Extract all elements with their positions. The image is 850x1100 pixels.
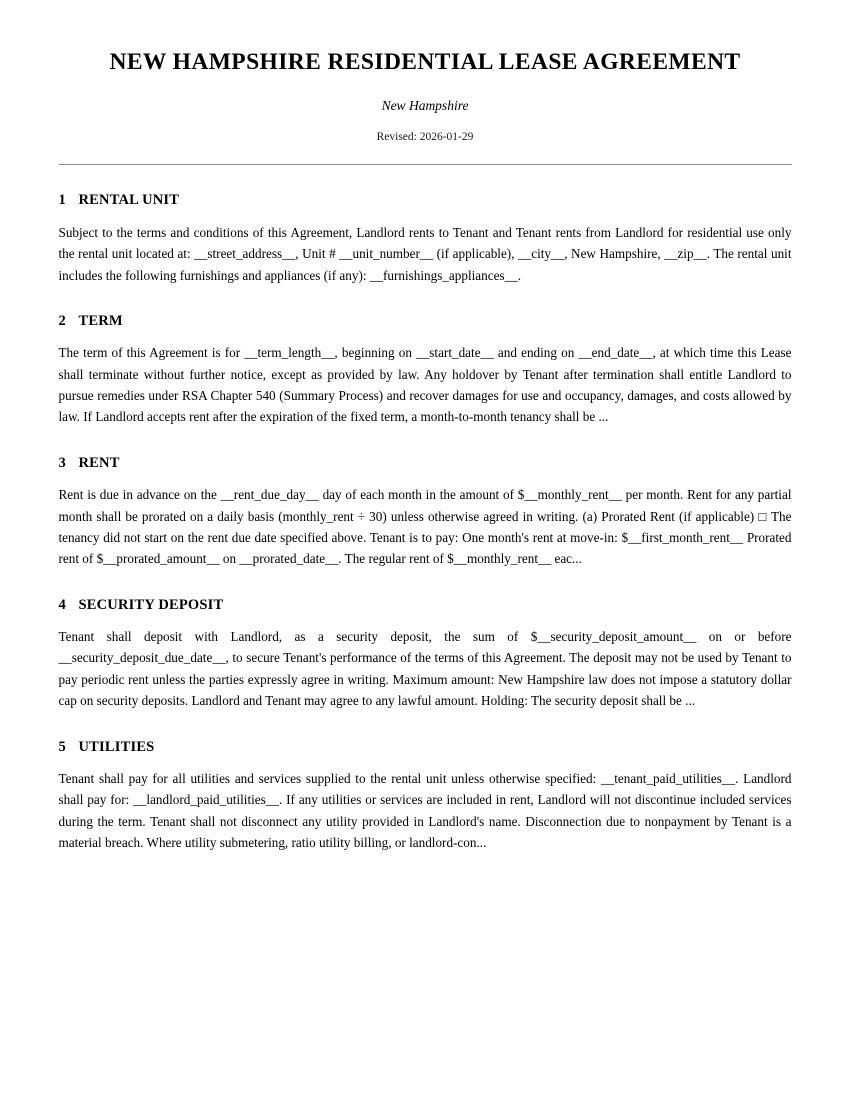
section-number: 2 [58,312,66,329]
section-term [59,286,792,428]
section-heading [59,165,792,209]
section-paragraph: Tenant shall deposit with Landlord, as a security deposit, the sum of $__security_deposit_amount__ on or before __security_deposit_due_date__, to secure Tenant's performance of the terms of this Agreement. The deposit may not be used by Tenant to pay periodic rent unless the parties expressly agree in writing. Maximum amount: New Hampshire law does not impose a statutory dollar cap on security deposits. Landlord and Tenant may agree to any lawful amount. Holding: The security deposit shall be ... [58,629,792,709]
section-heading [59,570,792,614]
document-content [59,0,792,853]
section-utilities [59,712,792,854]
section-title: SECURITY DEPOSIT [78,596,224,613]
section-title: UTILITIES [78,738,155,755]
section-paragraph: Rent is due in advance on the __rent_due_day__ day of each month in the amount of $__monthly_rent__ per month. Rent for any partial month shall be prorated on a daily basis (monthly_rent ÷ 30) unless otherwise agreed in writing. (a) Prorated Rent (if applicable) □ The tenancy did not start on the rent due date specified above. Tenant is to pay: One month's rent at move-in: $__first_month_rent__ Prorated rent of $__prorated_amount__ on __prorated_date__. The regular rent of $__monthly_rent__ eac... [58,487,792,567]
document-subtitle: New Hampshire [381,98,469,114]
document-title: NEW HAMPSHIRE RESIDENTIAL LEASE AGREEMENT [109,49,741,75]
section-paragraph: Tenant shall pay for all utilities and services supplied to the rental unit unless otherwise specified: __tenant_paid_utilities__. Landlord shall pay for: __landlord_paid_utilities__. If any utilities or services are included in rent, Landlord will not discontinue included services during the term. Tenant shall not disconnect any utility provided in Landlord's name. Disconnection due to nonpayment by Tenant is a material breach. Where utility submetering, ratio utility billing, or landlord-con... [58,770,792,851]
section-number: 3 [58,454,66,471]
section-number: 4 [58,596,66,613]
section-title: RENT [78,454,120,471]
section-paragraph: The term of this Agreement is for __term_length__, beginning on __start_date__ and ending on __end_date__, at which time this Lease shall terminate without further notice, except as provided by law. Any holdover by Tenant after termination shall entitle Landlord to pursue remedies under RSA Chapter 540 (Summary Process) and recover damages for use and occupancy, damages, and costs allowed by law. If Landlord accepts rent after the expiration of the fixed term, a month-to-month tenancy shall be ... [58,345,792,425]
section-heading [59,428,792,472]
section-paragraph: Subject to the terms and conditions of this Agreement, Landlord rents to Tenant and Tenant rents from Landlord for residential use only the rental unit located at: __street_address__, Unit # __unit_number__ (if applicable), __city__, New Hampshire, __zip__. The rental unit includes the following furnishings and appliances (if any): __furnishings_appliances__. [58,224,792,283]
section-rental-unit [59,165,792,286]
section-heading [59,286,792,330]
section-number: 5 [58,738,66,755]
section-title: TERM [78,312,123,329]
section-heading [59,712,792,756]
document-revised-date: Revised: 2026-01-29 [376,130,474,143]
section-rent [59,428,792,570]
section-number: 1 [58,192,66,209]
section-security-deposit [59,570,792,712]
section-title: RENTAL UNIT [78,192,180,209]
